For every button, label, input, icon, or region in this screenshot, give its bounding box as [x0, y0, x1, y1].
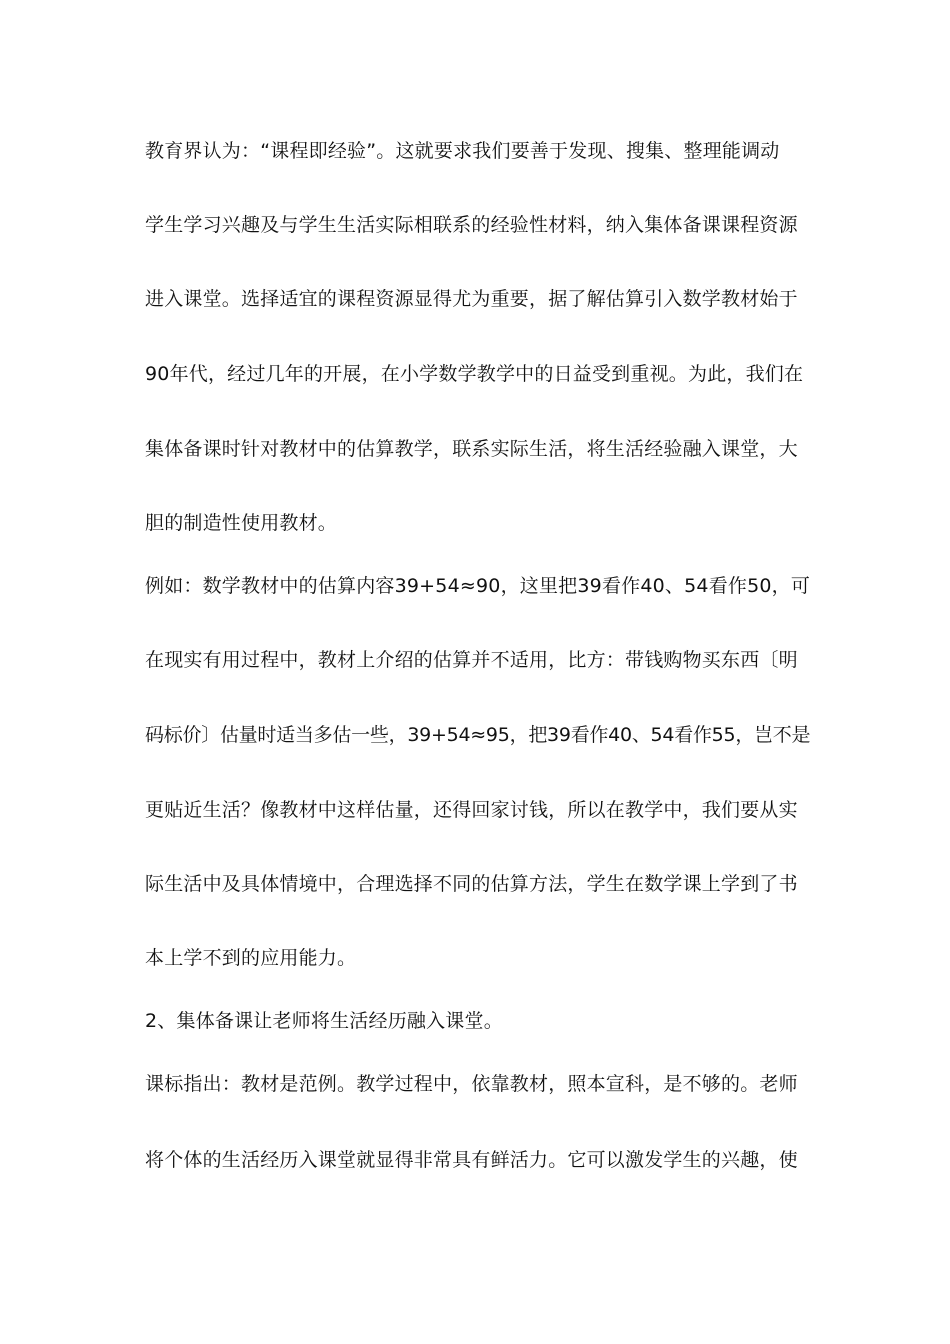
paragraph-line-15: 将个体的生活经历入课堂就显得非常具有鲜活力。它可以激发学生的兴趣，使: [145, 1149, 798, 1171]
paragraph-line-8: 在现实有用过程中，教材上介绍的估算并不适用，比方：带钱购物买东西〔明: [145, 649, 798, 671]
paragraph-line-3: 进入课堂。选择适宜的课程资源显得尤为重要，据了解估算引入数学教材始于: [145, 288, 798, 310]
paragraph-line-11: 际生活中及具体情境中，合理选择不同的估算方法，学生在数学课上学到了书: [145, 873, 798, 895]
paragraph-line-12: 本上学不到的应用能力。: [145, 947, 357, 969]
paragraph-line-1: 教育界认为：“课程即经验”。这就要求我们要善于发现、搜集、整理能调动: [145, 140, 780, 162]
paragraph-line-6: 胆的制造性使用教材。: [145, 512, 338, 534]
paragraph-line-7: 例如：数学教材中的估算内容39+54≈90，这里把39看作40、54看作50，可: [145, 575, 811, 597]
paragraph-line-5: 集体备课时针对教材中的估算教学，联系实际生活，将生活经验融入课堂，大: [145, 438, 798, 460]
paragraph-line-2: 学生学习兴趣及与学生生活实际相联系的经验性材料，纳入集体备课课程资源: [145, 214, 798, 236]
section-heading-2: 2、集体备课让老师将生活经历融入课堂。: [145, 1010, 503, 1032]
paragraph-line-10: 更贴近生活？像教材中这样估量，还得回家讨钱，所以在教学中，我们要从实: [145, 799, 798, 821]
paragraph-line-4: 90年代，经过几年的开展，在小学数学教学中的日益受到重视。为此，我们在: [145, 363, 804, 385]
paragraph-line-14: 课标指出：教材是范例。教学过程中，依靠教材，照本宣科，是不够的。老师: [145, 1073, 798, 1095]
paragraph-line-9: 码标价〕估量时适当多估一些，39+54≈95，把39看作40、54看作55，岂不是: [145, 724, 811, 746]
